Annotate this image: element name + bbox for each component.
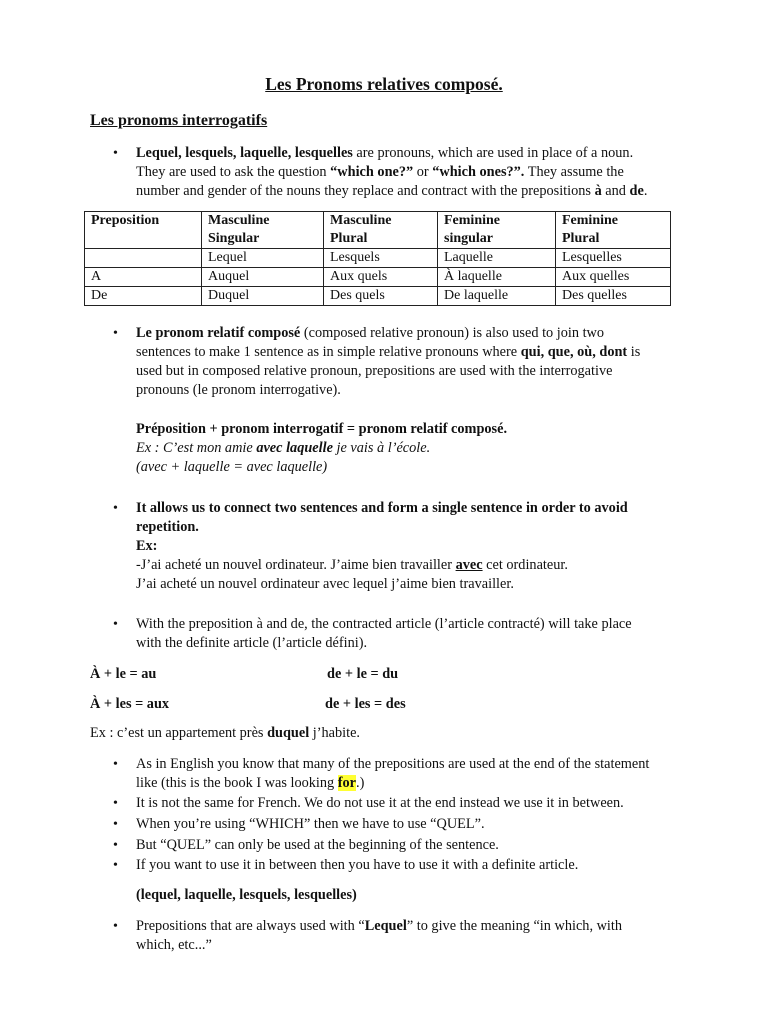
- bullet-icon: •: [113, 919, 118, 934]
- contraction-a-les: À + les = aux: [90, 696, 170, 712]
- bullet2-line4: pronouns (le pronom interrogative).: [136, 382, 341, 398]
- table-cell: [85, 249, 202, 268]
- table-cell: Laquelle: [438, 249, 556, 268]
- table-header-cell: Feminine singular: [438, 212, 556, 249]
- table-cell: Aux quels: [324, 268, 438, 287]
- last-bullet-line2: which, etc...”: [136, 937, 212, 953]
- bullet-icon: •: [113, 817, 118, 832]
- bullet1-line1: Lequel, lesquels, laquelle, lesquelles are pronouns, which are used in place of a noun.: [136, 145, 634, 161]
- table-header-cell: Masculine Singular: [202, 212, 324, 249]
- table-header-row: [85, 212, 671, 249]
- bullet-icon: •: [113, 617, 118, 632]
- table-cell: Aux quelles: [556, 268, 671, 287]
- list-item: But “QUEL” can only be used at the beginning of the sentence.: [136, 837, 499, 853]
- list-item: It is not the same for French. We do not use it at the end instead we use it in between.: [136, 795, 624, 811]
- formula: Préposition + pronom interrogatif = pronom relatif composé.: [136, 421, 508, 437]
- bullet4-line2: with the definite article (l’article défini).: [136, 635, 368, 651]
- bullet4-line1: With the preposition à and de, the contracted article (l’article contracté) will take place: [136, 616, 632, 632]
- pronoun-forms: (lequel, laquelle, lesquels, lesquelles): [136, 887, 357, 903]
- table-cell: De laquelle: [438, 287, 556, 306]
- example-line1: -J’ai acheté un nouvel ordinateur. J’aime bien travailler avec cet ordinateur.: [136, 557, 568, 573]
- example-line2: J’ai acheté un nouvel ordinateur avec lequel j’aime bien travailler.: [136, 576, 514, 592]
- table-cell: De: [85, 287, 202, 306]
- table-cell: Lequel: [202, 249, 324, 268]
- bullet3-line1: It allows us to connect two sentences and form a single sentence in order to avoid: [136, 500, 628, 516]
- table-cell: Auquel: [202, 268, 324, 287]
- bullet-icon: •: [113, 757, 118, 772]
- table-row: [85, 249, 671, 268]
- table-row: [85, 268, 671, 287]
- bullet1-line3: number and gender of the nouns they replace and contract with the prepositions à and de.: [136, 183, 648, 199]
- bullet3-line2: repetition.: [136, 519, 199, 535]
- bullet2-line1: Le pronom relatif composé (composed relative pronoun) is also used to join two: [136, 325, 605, 341]
- bullet-icon: •: [113, 146, 118, 161]
- table-header-cell: Masculine Plural: [324, 212, 438, 249]
- pronoun-table: [84, 211, 671, 306]
- page-title: Les Pronoms relatives composé.: [265, 74, 503, 94]
- example-sentence: Ex : C’est mon amie avec laquelle je vais à l’école.: [136, 440, 431, 456]
- table-cell: Duquel: [202, 287, 324, 306]
- contraction-de-le: de + le = du: [327, 666, 399, 682]
- example-label: Ex:: [136, 538, 158, 554]
- bullet2-line2: sentences to make 1 sentence as in simple relative pronouns where qui, que, où, dont is: [136, 344, 641, 360]
- table-header-cell: Preposition: [85, 212, 202, 249]
- table-header-cell: Feminine Plural: [556, 212, 671, 249]
- table-cell: À laquelle: [438, 268, 556, 287]
- bullet-icon: •: [113, 501, 118, 516]
- contraction-a-le: À + le = au: [90, 666, 157, 682]
- last-bullet-line1: Prepositions that are always used with “Lequel” to give the meaning “in which, with: [136, 918, 623, 934]
- bullet2-line3: used but in composed relative pronoun, prepositions are used with the interrogative: [136, 363, 613, 379]
- table-cell: Des quels: [324, 287, 438, 306]
- contraction-de-les: de + les = des: [325, 696, 406, 712]
- example-duquel: Ex : c’est un appartement près duquel j’habite.: [90, 725, 361, 741]
- bullet-icon: •: [113, 796, 118, 811]
- bullet-icon: •: [113, 858, 118, 873]
- list-item: If you want to use it in between then you have to use it with a definite article.: [136, 857, 579, 873]
- list-item-continued: like (this is the book I was looking for.): [136, 775, 365, 791]
- bullet1-line2: They are used to ask the question “which one?” or “which ones?”. They assume the: [136, 164, 624, 180]
- section-heading: Les pronoms interrogatifs: [90, 112, 268, 129]
- bullet-icon: •: [113, 326, 118, 341]
- bullet-icon: •: [113, 838, 118, 853]
- table-cell: Lesquelles: [556, 249, 671, 268]
- list-item: As in English you know that many of the prepositions are used at the end of the statement: [136, 756, 650, 772]
- example-breakdown: (avec + laquelle = avec laquelle): [136, 459, 328, 475]
- table-row: [85, 287, 671, 306]
- table-cell: A: [85, 268, 202, 287]
- table-cell: Des quelles: [556, 287, 671, 306]
- table-cell: Lesquels: [324, 249, 438, 268]
- list-item: When you’re using “WHICH” then we have to use “QUEL”.: [136, 816, 485, 832]
